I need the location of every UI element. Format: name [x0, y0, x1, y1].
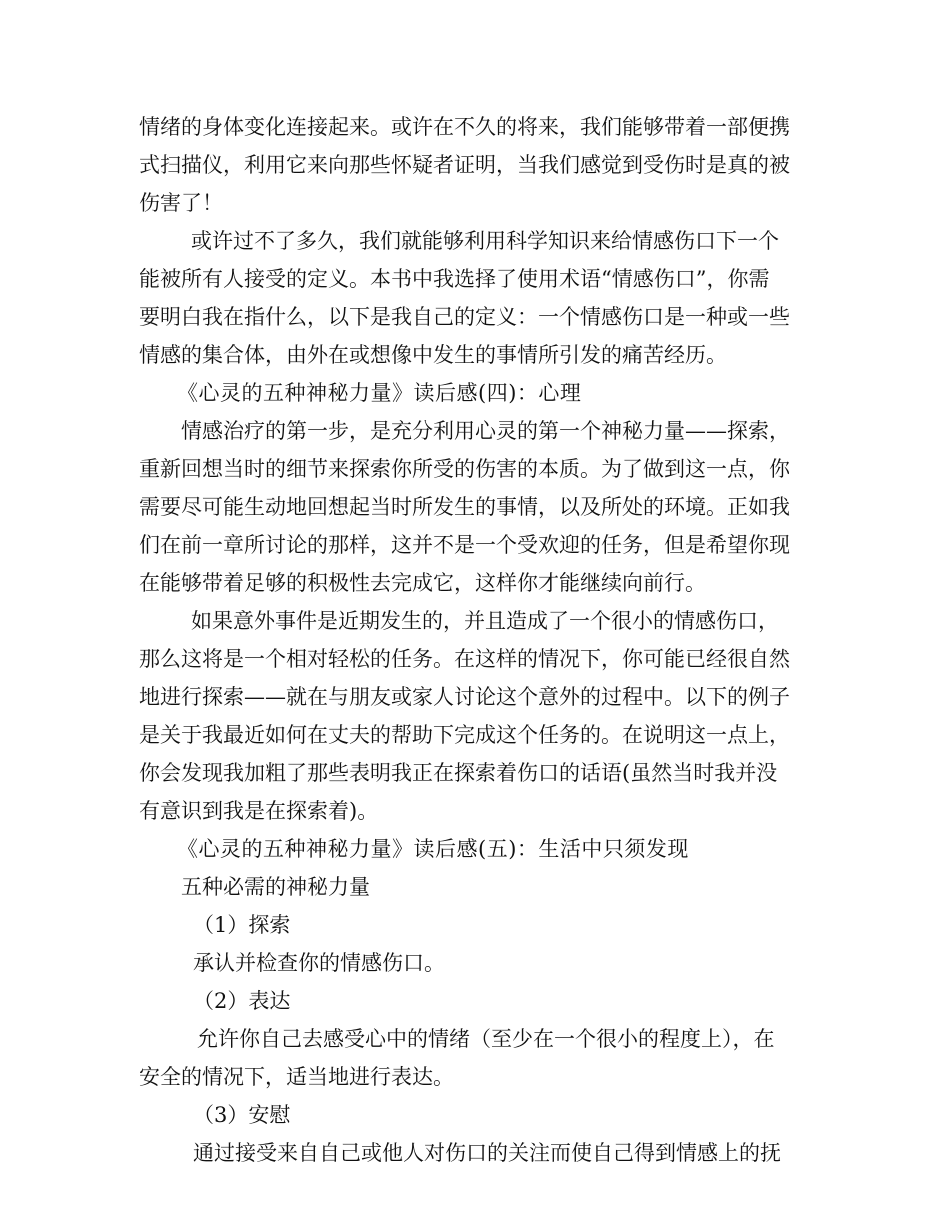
paragraph-line: 要明白我在指什么，以下是我自己的定义：一个情感伤口是一种或一些 — [139, 305, 790, 329]
paragraph-line: 或许过不了多久，我们就能够利用科学知识来给情感伤口下一个 — [191, 229, 779, 253]
paragraph-line: 情感的集合体，由外在或想像中发生的事情所引发的痛苦经历。 — [139, 343, 727, 367]
paragraph-line: 式扫描仪，利用它来向那些怀疑者证明，当我们感觉到受伤时是真的被 — [139, 153, 790, 177]
paragraph-line: 有意识到我是在探索着)。 — [139, 799, 379, 823]
paragraph-line: 是关于我最近如何在丈夫的帮助下完成这个任务的。在说明这一点上， — [139, 723, 790, 747]
list-heading: 五种必需的神秘力量 — [181, 875, 370, 899]
paragraph-line: 伤害了！ — [139, 191, 223, 215]
list-item-description: 允许你自己去感受心中的情绪（至少在一个很小的程度上），在 — [197, 1027, 775, 1051]
list-item-description: 安全的情况下，适当地进行表达。 — [139, 1065, 454, 1089]
list-item-description: 通过接受来自自己或他人对伤口的关注而使自己得到情感上的抚 — [193, 1141, 781, 1165]
section-heading: 《心灵的五种神秘力量》读后感(四)：心理 — [177, 381, 582, 405]
list-item-title: （1）探索 — [193, 913, 291, 937]
paragraph-line: 重新回想当时的细节来探索你所受的伤害的本质。为了做到这一点，你 — [139, 457, 790, 481]
paragraph-line: 那么这将是一个相对轻松的任务。在这样的情况下，你可能已经很自然 — [139, 647, 790, 671]
paragraph-line: 情绪的身体变化连接起来。或许在不久的将来，我们能够带着一部便携 — [139, 115, 790, 139]
section-heading: 《心灵的五种神秘力量》读后感(五)：生活中只须发现 — [177, 837, 689, 861]
paragraph-line: 你会发现我加粗了那些表明我正在探索着伤口的话语(虽然当时我并没 — [139, 761, 778, 785]
paragraph-line: 情感治疗的第一步，是充分利用心灵的第一个神秘力量——探索， — [181, 419, 790, 443]
list-item-title: （3）安慰 — [193, 1103, 291, 1127]
paragraph-line: 需要尽可能生动地回想起当时所发生的事情，以及所处的环境。正如我 — [139, 495, 790, 519]
paragraph-line: 在能够带着足够的积极性去完成它，这样你才能继续向前行。 — [139, 571, 706, 595]
list-item-description: 承认并检查你的情感伤口。 — [193, 951, 445, 975]
paragraph-line: 们在前一章所讨论的那样，这并不是一个受欢迎的任务，但是希望你现 — [139, 533, 790, 557]
paragraph-line: 如果意外事件是近期发生的，并且造成了一个很小的情感伤口， — [191, 609, 779, 633]
paragraph-line: 地进行探索——就在与朋友或家人讨论这个意外的过程中。以下的例子 — [139, 685, 790, 709]
document-body — [139, 108, 811, 1172]
list-item-title: （2）表达 — [193, 989, 291, 1013]
paragraph-line: 能被所有人接受的定义。本书中我选择了使用术语“情感伤口”，你需 — [139, 267, 770, 291]
